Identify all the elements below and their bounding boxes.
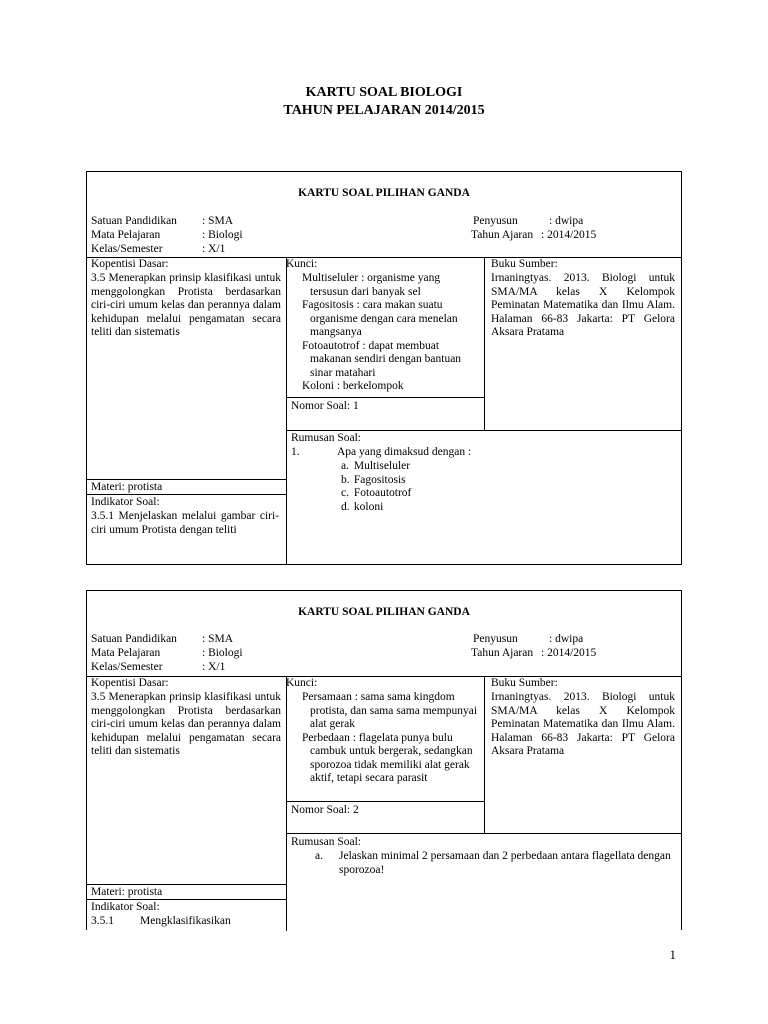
question-number: 1. <box>291 446 300 458</box>
tahun-value: : 2014/2015 <box>541 647 597 659</box>
card-title: KARTU SOAL PILIHAN GANDA <box>298 187 470 199</box>
option-item: a. Multiseluler <box>341 460 411 472</box>
divider <box>286 676 287 931</box>
divider <box>286 801 485 802</box>
rumusan-label: Rumusan Soal: <box>291 432 361 444</box>
question-card-2 <box>86 590 682 930</box>
buku-text: Irnaningtyas. 2013. Biologi untuk SMA/MA kelas X Kelompok Peminatan Matematika dan Ilmu Alam. Halaman 66-83 Jakarta: PT Gelora Aksara Pratama <box>491 272 675 338</box>
option-item: d. koloni <box>341 500 384 513</box>
kelas-value: : X/1 <box>202 661 226 673</box>
materi: Materi: protista <box>91 481 163 493</box>
satuan-value: : SMA <box>202 633 233 645</box>
doc-title-line2: TAHUN PELAJARAN 2014/2015 <box>283 103 485 118</box>
kunci-item: Multiseluler : organisme yang tersusun dari banyak sel <box>302 272 441 298</box>
divider <box>286 430 682 431</box>
satuan-label: Satuan Pandidikan <box>91 633 177 645</box>
kunci-list <box>288 272 478 394</box>
penyusun-value: : dwipa <box>549 633 584 645</box>
question-text: Jelaskan minimal 2 persamaan dan 2 perbedaan antara flagellata dengan sporozoa! <box>339 850 671 876</box>
kunci-item: Perbedaan : flagelata punya bulu cambuk untuk bergerak, sedangkan sporozoa tidak memiliki alat gerak aktif, tetapi secara parasit <box>302 731 473 784</box>
nomor-soal: Nomor Soal: 2 <box>291 804 359 816</box>
indikator-label: Indikator Soal: <box>91 496 160 508</box>
penyusun-label: Penyusun <box>473 633 518 645</box>
question-text: Apa yang dimaksud dengan : <box>337 446 472 458</box>
indikator-label: Indikator Soal: <box>91 901 160 913</box>
kunci-item: Fagositosis : cara makan suatu organisme dengan cara menelan mangsanya <box>302 299 458 338</box>
buku-label: Buku Sumber: <box>491 677 558 689</box>
penyusun-value: : dwipa <box>549 215 584 227</box>
indikator-text: Mengklasifikasikan <box>140 915 231 927</box>
tahun-value: : 2014/2015 <box>541 229 597 241</box>
kelas-value: : X/1 <box>202 243 226 255</box>
kd-label: Kopentisi Dasar: <box>91 677 169 689</box>
tahun-label: Tahun Ajaran <box>471 647 534 659</box>
divider <box>87 676 681 677</box>
penyusun-label: Penyusun <box>473 215 518 227</box>
rumusan-label: Rumusan Soal: <box>291 836 361 848</box>
option-item: b. Fagositosis <box>341 473 406 486</box>
indikator-text: 3.5.1 Menjelaskan melalui gambar ciri-ciri umum Protista dengan teliti <box>91 510 279 536</box>
divider <box>286 833 682 834</box>
buku-label: Buku Sumber: <box>491 258 558 270</box>
indikator-number: 3.5.1 <box>91 915 114 927</box>
divider <box>87 479 287 480</box>
question-number: a. <box>315 850 323 862</box>
divider <box>87 884 287 885</box>
divider <box>484 676 485 833</box>
kunci-item: Koloni : berkelompok <box>302 380 404 392</box>
divider <box>286 257 287 565</box>
kd-label: Kopentisi Dasar: <box>91 258 169 270</box>
mapel-label: Mata Pelajaran <box>91 229 161 241</box>
mapel-label: Mata Pelajaran <box>91 647 161 659</box>
nomor-soal: Nomor Soal: 1 <box>291 400 359 412</box>
card-title: KARTU SOAL PILIHAN GANDA <box>298 606 470 618</box>
divider <box>286 397 485 398</box>
satuan-value: : SMA <box>202 215 233 227</box>
kd-text: 3.5 Menerapkan prinsip klasifikasi untuk menggolongkan Protista berdasarkan ciri-ciri umum kelas dan perannya dalam kehidupan melalui pengamatan secara teliti dan sistematis <box>91 691 281 757</box>
satuan-label: Satuan Pandidikan <box>91 215 177 227</box>
kd-text: 3.5 Menerapkan prinsip klasifikasi untuk menggolongkan Protista berdasarkan ciri-ciri umum kelas dan perannya dalam kehidupan melalui pengamatan secara teliti dan sistematis <box>91 272 281 338</box>
kelas-label: Kelas/Semester <box>91 243 163 255</box>
mapel-value: : Biologi <box>202 229 243 241</box>
kunci-item: Fotoautotrof : dapat membuat makanan sendiri dengan bantuan sinar matahari <box>302 339 462 379</box>
page-number: 1 <box>669 947 676 962</box>
doc-title-line1: KARTU SOAL BIOLOGI <box>305 85 463 100</box>
materi: Materi: protista <box>91 886 163 898</box>
buku-text: Irnaningtyas. 2013. Biologi untuk SMA/MA kelas X Kelompok Peminatan Matematika dan Ilmu Alam. Halaman 66-83 Jakarta: PT Gelora Aksara Pratama <box>491 691 675 757</box>
mapel-value: : Biologi <box>202 647 243 659</box>
kunci-label: Kunci: <box>286 677 318 689</box>
divider <box>484 257 485 430</box>
kunci-list <box>288 691 480 786</box>
option-item: c. Fotoautotrof <box>341 487 412 499</box>
tahun-label: Tahun Ajaran <box>471 229 534 241</box>
question-card-1 <box>86 171 682 565</box>
options-list <box>341 460 411 514</box>
kunci-label: Kunci: <box>286 258 318 270</box>
kunci-item: Persamaan : sama sama kingdom protista, dan sama sama mempunyai alat gerak <box>302 691 478 730</box>
divider <box>87 257 681 258</box>
kelas-label: Kelas/Semester <box>91 661 163 673</box>
